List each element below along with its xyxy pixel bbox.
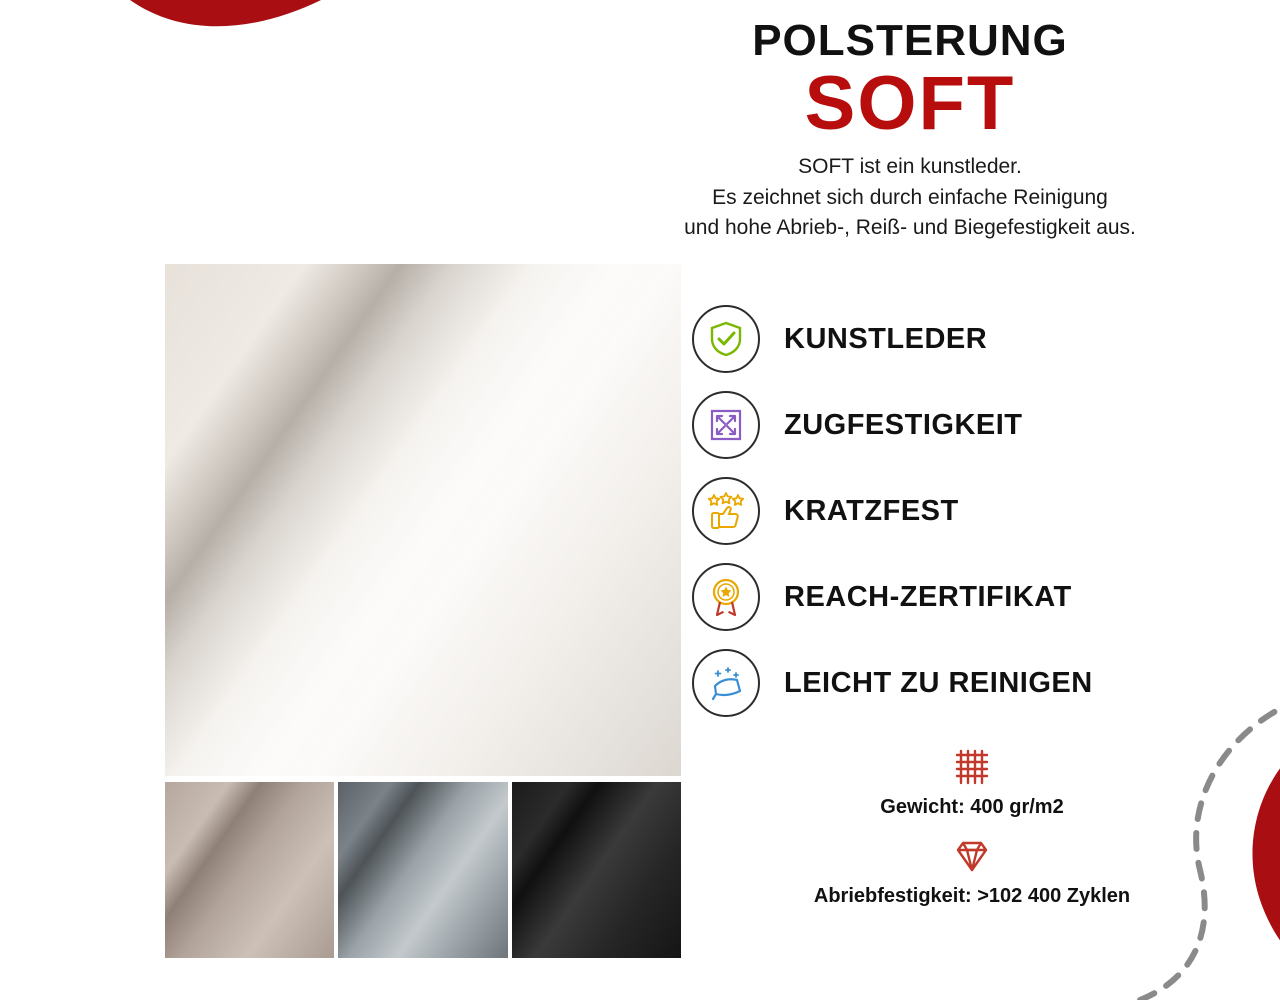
swatch-taupe[interactable] <box>165 782 334 958</box>
award-rosette-icon <box>692 563 760 631</box>
decorative-red-shape-top-left <box>0 0 400 210</box>
description-line-3: und hohe Abrieb-, Reiß- und Biegefestigkeit aus. <box>684 216 1136 240</box>
feature-label: ZUGFESTIGKEIT <box>784 408 1023 441</box>
page-subtitle: SOFT <box>804 61 1016 147</box>
weave-icon <box>951 746 993 788</box>
cleaning-cloth-icon <box>692 649 760 717</box>
color-swatch-strip <box>165 782 681 958</box>
swatch-taupe-fabric <box>165 782 334 958</box>
description-line-2: Es zeichnet sich durch einfache Reinigung <box>712 185 1108 209</box>
feature-label: REACH-ZERTIFIKAT <box>784 580 1072 613</box>
spec-text: Gewicht: 400 gr/m2 <box>880 796 1064 818</box>
spec-list <box>692 746 1252 924</box>
thumbs-up-stars-icon <box>692 477 760 545</box>
feature-leicht-zu-reinigen <box>692 640 1252 726</box>
diamond-icon <box>950 835 994 877</box>
description-line-1: SOFT ist ein kunstleder. <box>798 155 1022 179</box>
feature-kratzfest <box>692 468 1252 554</box>
product-image-main <box>165 264 681 776</box>
stretch-arrows-icon <box>692 391 760 459</box>
description <box>560 152 1260 243</box>
feature-kunstleder <box>692 296 1252 382</box>
fabric-highlight <box>165 264 681 776</box>
swatch-grey-fabric <box>338 782 507 958</box>
feature-list <box>692 296 1252 726</box>
feature-zugfestigkeit <box>692 382 1252 468</box>
swatch-black[interactable] <box>512 782 681 958</box>
spec-weight <box>692 746 1252 819</box>
swatch-black-fabric <box>512 782 681 958</box>
swatch-grey[interactable] <box>338 782 507 958</box>
spec-abrasion <box>692 835 1252 908</box>
shield-check-icon <box>692 305 760 373</box>
feature-label: KUNSTLEDER <box>784 322 988 355</box>
feature-label: KRATZFEST <box>784 494 959 527</box>
feature-reach-zertifikat <box>692 554 1252 640</box>
header <box>560 18 1260 244</box>
page-title: POLSTERUNG <box>752 16 1068 65</box>
feature-label: LEICHT ZU REINIGEN <box>784 666 1093 699</box>
spec-text: Abriebfestigkeit: >102 400 Zyklen <box>813 885 1131 907</box>
